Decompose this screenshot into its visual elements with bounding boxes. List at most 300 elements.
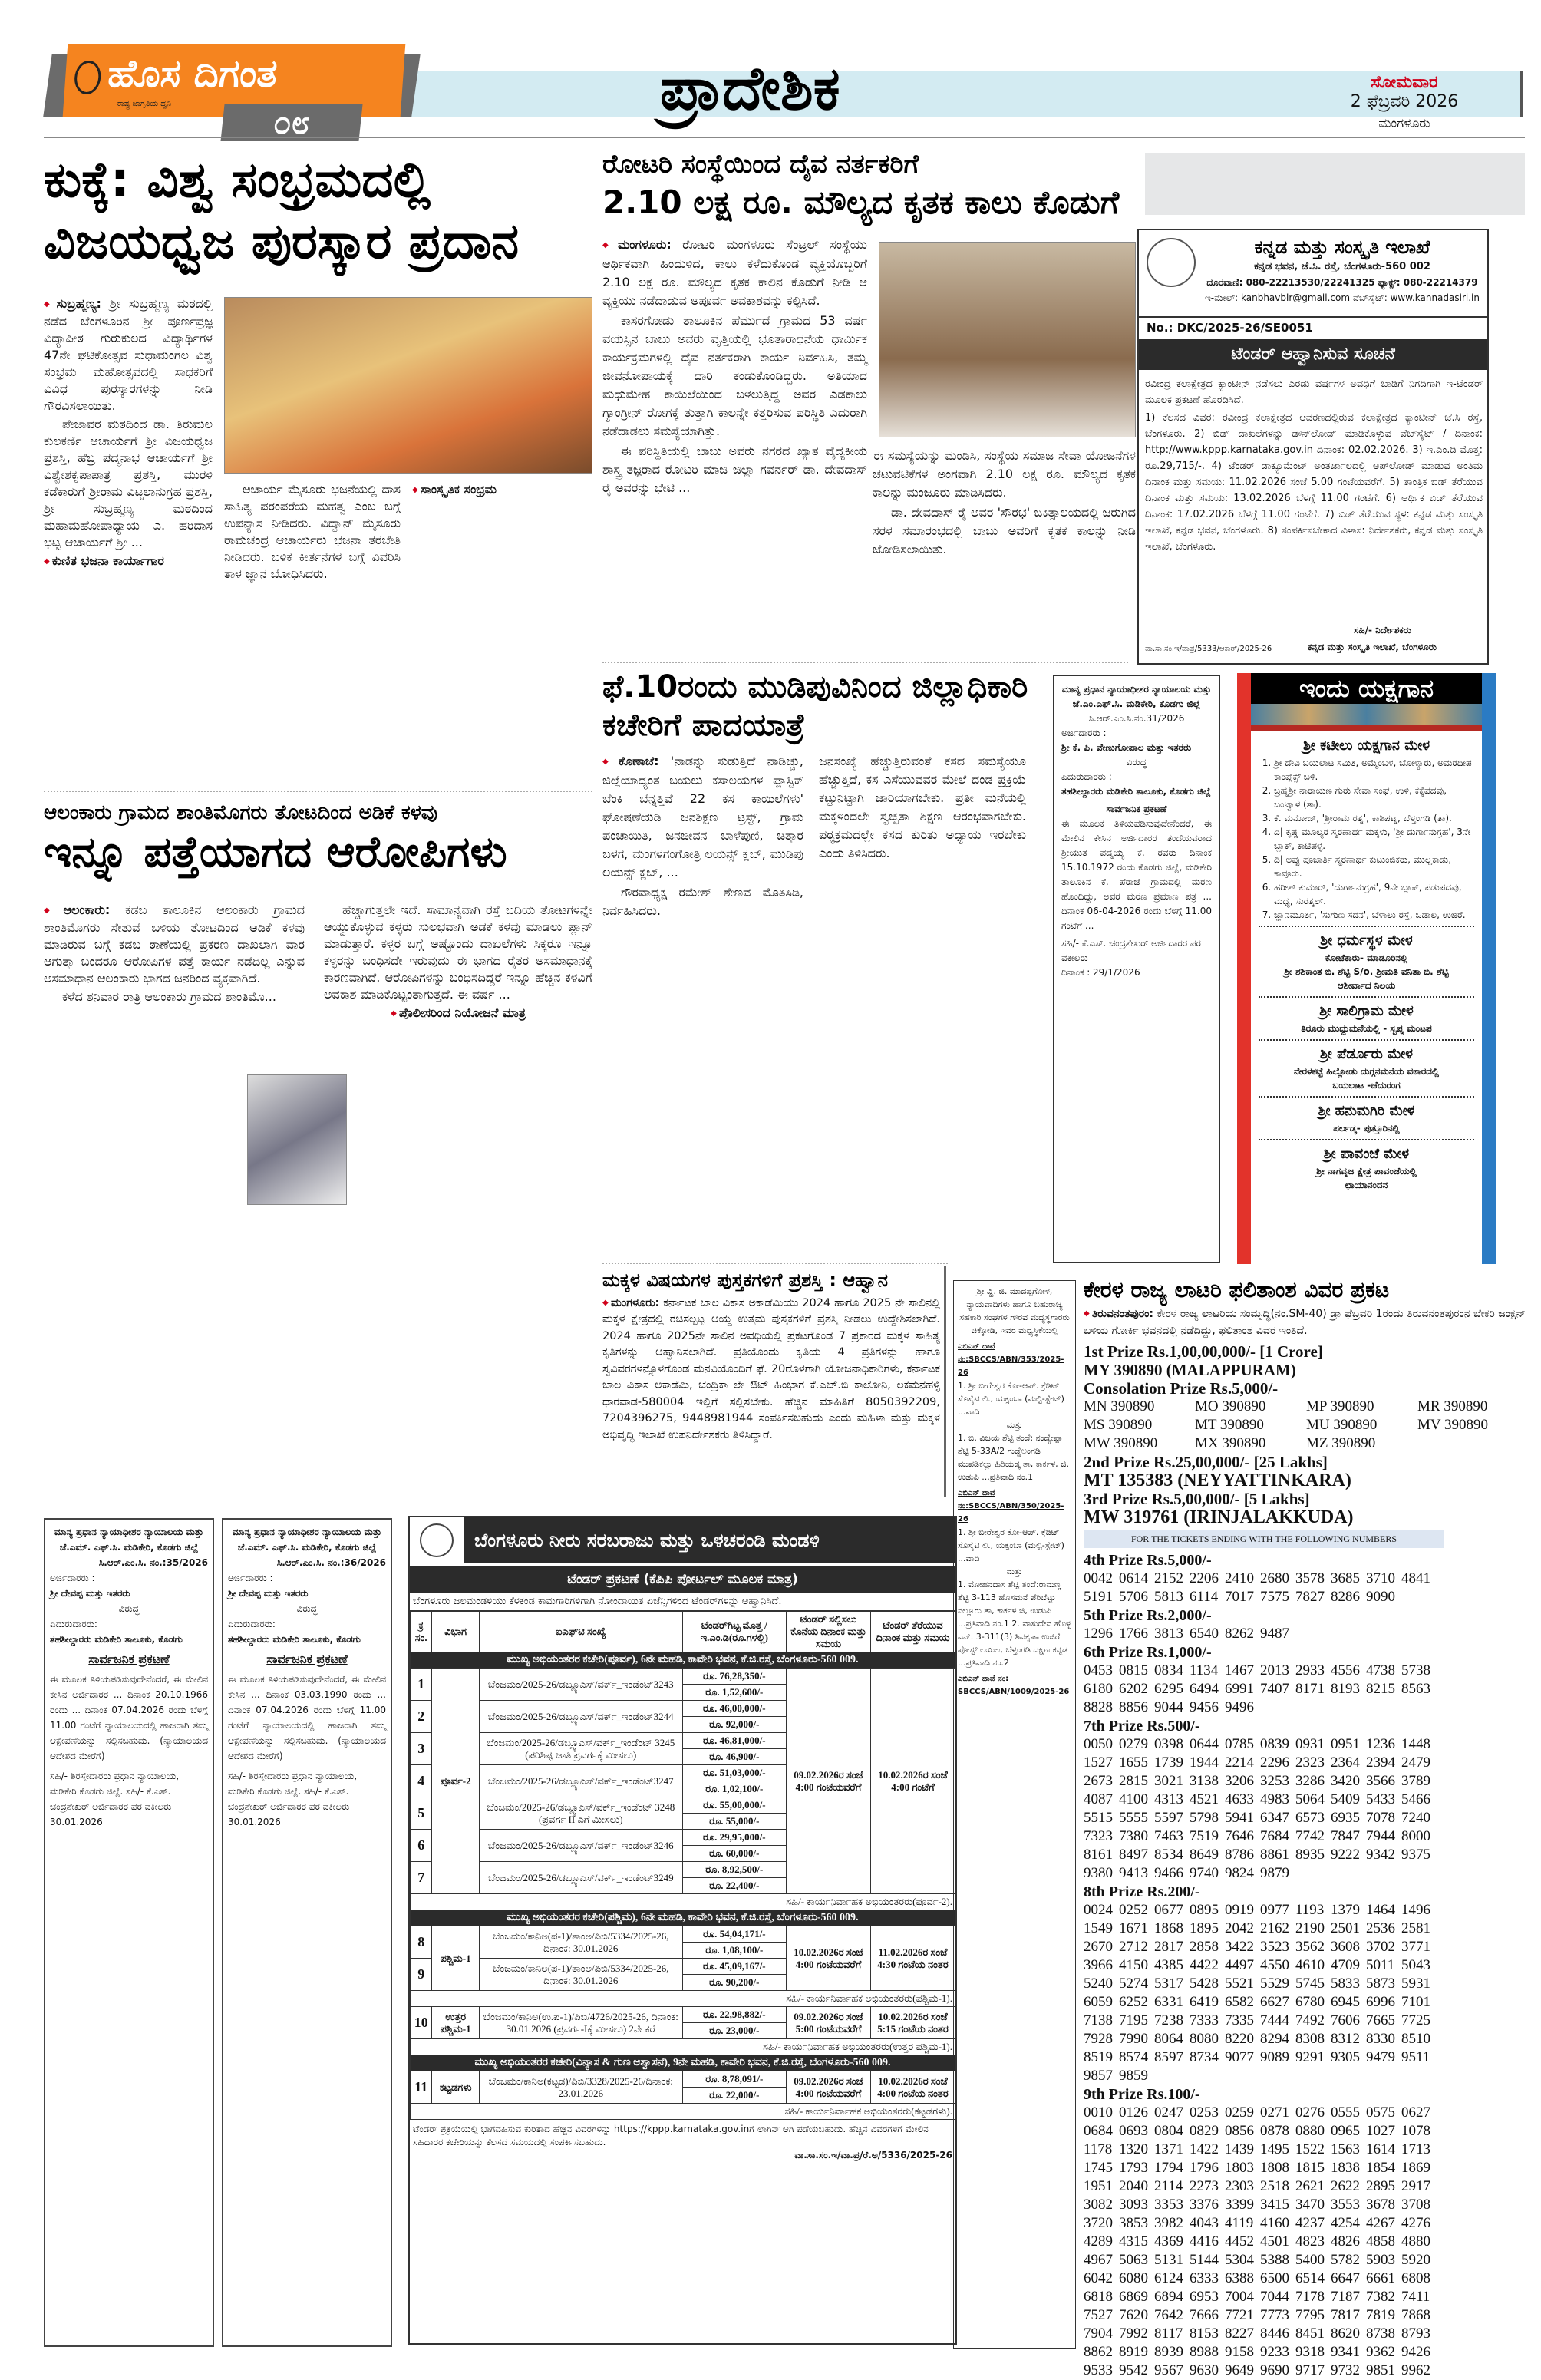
consolation-number: MT 390890 [1195,1417,1264,1434]
table-row [411,1669,955,1685]
row-number: 6 [411,1830,432,1862]
ticket-number: 0453 [1084,1662,1113,1679]
ift-number: ಬೆಂಜಮಂ/2025-26/ಡಬ್ಲ್ಯೂಎಸ್/ವರ್ಕ್_ಇಂಡೆಂಟ್3247 [479,1765,682,1797]
ticket-number: 2214 [1225,1754,1254,1771]
headline: ಇನ್ನೂ ಪತ್ತೆಯಾಗದ ಆರೋಪಿಗಳು [44,827,507,877]
date: ದಿನಾಂಕ : 29/1/2026 [1061,967,1140,978]
ticket-number: 1838 [1331,2160,1360,2177]
table-header-row [411,1612,955,1652]
ticket-number: 5706 [1119,1589,1148,1606]
dateblock [1328,73,1481,131]
article-col-3 [412,481,592,773]
dept-header [1196,235,1488,305]
ticket-number: 1868 [1154,1920,1183,1937]
paragraph: ರವೀಂದ್ರ ಕಲಾಕ್ಷೇತ್ರದ ಕ್ಯಾಂಟೀನ್ ನಡೆಸಲು ಎರಡು ವರ್ಷಗಳ ಅವಧಿಗೆ ಬಾಡಿಗೆ ನಿಗದಿಗಾಗಿ ಇ-ಟೆಂಡರ್ ಮೂಲಕ ಪ್ರಕಟಣೆ ಹೊರಡಿಸಿದೆ. [1145,378,1483,406]
ticket-number: 7380 [1119,1828,1148,1845]
paragraph: ಕಳೆದ ಶನಿವಾರ ರಾತ್ರಿ ಆಲಂಕಾರು ಗ್ರಾಮದ ಶಾಂತಿಮೊ... [62,989,276,1004]
ticket-number: 0919 [1225,1902,1254,1919]
consolation-number: MV 390890 [1417,1417,1489,1434]
signature: ಸಹಿ/- ಕಾರ್ಯನಿರ್ವಾಹಕ ಅಭಿಯಂತರರು(ಪೂರ್ವ-2). [411,1894,955,1910]
ticket-number: 3082 [1084,2197,1113,2213]
ticket-number: 4100 [1119,1791,1148,1808]
ticket-number: 6059 [1084,1994,1113,2011]
dateline: ◆ ಮಂಗಳೂರು: [602,237,672,252]
ticket-number: 1713 [1401,2141,1430,2158]
ticket-number: 9466 [1154,1865,1183,1882]
ticket-number: 1448 [1401,1736,1430,1753]
ticket-number: 6780 [1295,1994,1325,2011]
row-number: 11 [411,2071,432,2104]
dotted-divider [1259,926,1474,927]
ticket-number: 8497 [1119,1847,1148,1863]
troupe-name: ಶ್ರೀ ಸಾಲಿಗ್ರಾಮ ಮೇಳ [1319,1003,1414,1019]
consolation-number: MP 390890 [1306,1398,1374,1415]
ticket-number: 3206 [1225,1773,1254,1790]
ticket-number: 9567 [1154,2362,1183,2379]
last-date: 09.02.2026ರ ಸಂಜೆ 5:00 ಗಂಟೆಯವರೆಗೆ [787,2007,871,2039]
ticket-number: 2581 [1401,1920,1430,1937]
ticket-number: 0253 [1190,2104,1219,2121]
venue-line: ಛಾಯಾನಂದನ [1345,1180,1388,1190]
ift-number: ಬೆಂಜಮಂ/ಕಾನಿಅ(ಪ-1)/ತಾಂಅ/ಪಿಬಿ/5334/2025-26, ದಿನಾಂಕ: 30.01.2026 [479,1959,682,1991]
ticket-number: 5813 [1154,1589,1183,1606]
ticket-number: 7044 [1260,2289,1289,2306]
ticket-number: 4501 [1260,2233,1289,2250]
respondent: ತಹಶೀಲ್ದಾರರು ಮಡಿಕೇರಿ ತಾಲೂಕು, ಕೊಡಗು ಜಿಲ್ಲೆ [1061,786,1211,797]
signature: ಸಹಿ/- ಕಾರ್ಯನಿರ್ವಾಹಕ ಅಭಿಯಂತರರು(ಕಟ್ಟಡಗಳು). [411,2104,955,2120]
ticket-number: 0834 [1154,1662,1183,1679]
ticket-number: 4369 [1154,2233,1183,2250]
emd-amount: ರೂ. 23,000/- [682,2023,786,2039]
venue-item: 3. ಕೆ. ಮನೋಜ್, 'ಶ್ರೀರಾಮ ರತ್ನ', ಕಾಶಿಪಟ್ನ, ಬೆಳ್ತಂಗಡಿ (ತಾ). [1274,811,1474,825]
ticket-number: 0684 [1084,2123,1113,2140]
ticket-number: 3566 [1366,1773,1395,1790]
case-number: ಸಿ.ಆರ್.ಎಂ.ಸಿ.ನಂ.31/2026 [1088,713,1185,724]
ticket-number: 7335 [1225,2012,1254,2029]
ticket-number: 9542 [1119,2362,1148,2379]
ticket-number: 1464 [1366,1902,1395,1919]
ticket-number: 5529 [1260,1976,1289,1992]
ticket-number: 7742 [1295,1828,1325,1845]
tender-amount: ರೂ. 8,92,500/- [682,1862,786,1878]
plaintiff: 1. ಶ್ರೀ ಬೀರೇಶ್ವರ ಕೋ-ಆಪ್. ಕ್ರೆಡಿಟ್ ಸೊಸೈಟಿ ಲಿ., ಯಕ್ಸಂಬಾ (ಮಲ್ಟಿ-ಸ್ಟೇಟ್) ...ವಾದಿ [958,1527,1064,1563]
ticket-number: 5798 [1190,1810,1219,1827]
ticket-number: 4267 [1366,2215,1395,2232]
ticket-number: 1745 [1084,2160,1113,2177]
ticket-number: 5433 [1366,1791,1395,1808]
ticket-number: 0555 [1331,2104,1360,2121]
ticket-number: 2162 [1260,1920,1289,1937]
ift-number: ಬೆಂಜಮಂ/2025-26/ಡಬ್ಲ್ಯೂಎಸ್/ವರ್ಕ್_ಇಂಡೆಂಟ್3244 [479,1701,682,1733]
ticket-number: 1739 [1154,1754,1183,1771]
ticket-number: 6295 [1154,1681,1183,1698]
emd-amount: ರೂ. 22,400/- [682,1878,786,1894]
ticket-number: 0856 [1225,2123,1254,2140]
ticket-number: 9077 [1225,2049,1254,2066]
emd-amount: ರೂ. 55,000/- [682,1814,786,1830]
article-col-1 [44,295,213,779]
arbitration-notice [953,1280,1076,2349]
ticket-number: 8153 [1190,2326,1219,2342]
ticket-number: 4087 [1084,1791,1113,1808]
ticket-number: 1522 [1295,2141,1325,2158]
ticket-number: 1655 [1119,1754,1148,1771]
ticket-number: 6347 [1260,1810,1289,1827]
ticket-number: 7606 [1331,2012,1360,2029]
ticket-number: 2114 [1154,2178,1183,2195]
case-number: ಎಬಿಎನ್ ದಾವೆ ನಂ:SBCCS/ABN/350/2025-26 [958,1489,1064,1523]
ticket-number: 3813 [1154,1626,1183,1642]
ticket-number: 4738 [1366,1662,1395,1679]
date: 30.01.2026 [50,1817,103,1827]
ticket-number: 7773 [1260,2307,1289,2324]
paragraph: ಹೆಚ್ಚಾಗುತ್ತಲೇ ಇದೆ. ಸಾಮಾನ್ಯವಾಗಿ ರಸ್ತೆ ಬದಿಯ ತೋಟಗಳನ್ನೇ ಆಯ್ದುಕೊಳ್ಳುವ ಕಳ್ಳರು ಸುಲಭವಾಗಿ ಅಡಕೆ ಕಳವು ಮಾಡಲು ಪ್ಲಾನ್ ಮಾಡುತ್ತಾರೆ. ಕಳ್ಳರ ಬಗ್ಗೆ ಅಷ್ಟೊಂದು ದಾಖಲೆಗಳು ಸಿಕ್ಕರೂ ಇನ್ನೂ ಕಳ್ಳರನ್ನು ಬಂಧಿಸದೇ ಇರುವುದು ಈ ಭಾಗದ ರೈತರ ಅಸಮಾಧಾನಕ್ಕೆ ಕಾರಣವಾಗಿದೆ. ಆರೋಪಿಗಳನ್ನು ಬಂಧಿಸದಿದ್ದರೆ ಇನ್ನೂ ಹೆಚ್ಚಿನ ಕಳವಿಗೆ ಅವಕಾಶ ಮಾಡಿಕೊಟ್ಟಂತಾಗುತ್ತದೆ. ಈ ವರ್ಷ ... [324,903,592,1002]
troupe-name: ಶ್ರೀ ಕಟೀಲು ಯಕ್ಷಗಾನ ಮೇಳ [1303,738,1430,754]
ticket-number: 8215 [1366,1681,1395,1698]
first-prize-winner: MY 390890 (MALAPPURAM) [1084,1361,1296,1380]
article-alankaru-theft [44,802,592,1497]
article-rotary [602,150,1136,656]
ticket-number: 8988 [1190,2344,1219,2361]
ticket-number: 1815 [1295,2160,1325,2177]
divider [44,791,592,792]
ticket-number: 0878 [1260,2123,1289,2140]
ticket-number: 1766 [1119,1626,1148,1642]
ticket-number: 4313 [1154,1791,1183,1808]
paragraph: ಡಾ. ದೇವದಾಸ್ ರೈ ಅವರ 'ಸೌರಭ' ಚಿಕಿತ್ಸಾಲಯದಲ್ಲಿ ಜರುಗಿದ ಸರಳ ಸಮಾರಂಭದಲ್ಲಿ ಬಾಬು ಅವರಿಗೆ ಕೃತಕ ಕಾಲನ್ನು ನೀಡಿ ಜೋಡಿಸಲಾಯಿತು. [873,505,1136,556]
paragraph: 1) ಕೆಲಸದ ವಿವರ: ರವೀಂದ್ರ ಕಲಾಕ್ಷೇತ್ರದ ಆವರಣದಲ್ಲಿರುವ ಕಲಾಕ್ಷೇತ್ರದ ಕ್ಯಾಂಟೀನ್ ಜೆ.ಸಿ ರಸ್ತೆ, ಬೆಂಗಳೂರು. 2) ಬಿಡ್ ದಾಖಲೆಗಳನ್ನು ಡೌನ್‌ಲೋಡ್ ಮಾಡಿಕೊಳ್ಳುವ ವೆಬ್‌ಸೈಟ್ / ದಿನಾಂಕ: http://www.kppp.karnataka.gov.in ದಿನಾಂಕ: 02.02.2026. 3) ಇ.ಎಂ.ಡಿ ಮೊತ್ತ: ರೂ.29,715/-. 4) ಟೆಂಡರ್ ಡಾಕ್ಯೂಮೆಂಟ್ ಅಂತರ್ಜಾಲದಲ್ಲಿ ಅಪ್‌ಲೋಡ್ ಮಾಡುವ ಅಂತಿಮ ದಿನಾಂಕ ಮತ್ತು ಸಮಯ: 11.02.2026 ಸಂಜೆ 5.00 ಗಂಟೆಯವರೆಗೆ. 5) ತಾಂತ್ರಿಕ ಬಿಡ್ ತೆರೆಯುವ ದಿನಾಂಕ ಮತ್ತು ಸಮಯ: 13.02.2026 ಬೆಳಗ್ಗೆ 11.00 ಗಂಟೆಗೆ. 6) ಆರ್ಥಿಕ ಬಿಡ್ ತೆರೆಯುವ ದಿನಾಂಕ: 17.02.2026 ಬೆಳಗ್ಗೆ 11.00 ಗಂಟೆಗೆ. 7) ಬಿಡ್ ತೆರೆಯುವ ಸ್ಥಳ: ಕನ್ನಡ ಮತ್ತು ಸಂಸ್ಕೃತಿ ಇಲಾಖೆ, ಕನ್ನಡ ಭವನ, ಬೆಂಗಳೂರು. 8) ಸಂಪರ್ಕಿಸಬೇಕಾದ ವಿಳಾಸ: ನಿರ್ದೇಶಕರು, ಕನ್ನಡ ಮತ್ತು ಸಂಸ್ಕೃತಿ ಇಲಾಖೆ, ಬೆಂಗಳೂರು. [1145,412,1483,553]
venue-line: ಕೋಟೆಕಾರು- ಮಾಡೂರಿನಲ್ಲಿ [1325,952,1408,963]
ticket-number: 7665 [1366,2012,1395,2029]
dateline: ◆ ಮಂಗಳೂರು: [602,1297,659,1309]
open-date: 11.02.2026ರ ಸಂಜೆ 4:30 ಗಂಟೆಯ ನಂತರ [871,1926,955,1991]
second-prize-label: 2nd Prize Rs.25,00,000/- [25 Lakhs] [1084,1453,1328,1472]
ticket-number: 3982 [1154,2215,1183,2232]
ticket-number: 2152 [1154,1570,1183,1587]
ticket-number: 0880 [1295,2123,1325,2140]
venue-item: 1. ಶ್ರೀ ದೇವಿ ಬಯಲಾಟ ಸಮಿತಿ, ಅಮ್ಮೆಂಬಳ, ಬೋಳ್ಯಾರು, ಅಮರದೀಪ ಕಾಂಪ್ಲೆಕ್ಸ್ ಬಳಿ. [1274,756,1474,784]
ticket-number: 3420 [1331,1773,1360,1790]
ticket-number: 8828 [1084,1699,1113,1716]
ticket-number: 2895 [1366,2178,1395,2195]
ticket-number: 1808 [1260,2160,1289,2177]
ticket-number: 0785 [1225,1736,1254,1753]
prize-tier-label: 5th Prize Rs.2,000/- [1084,1607,1212,1625]
board-title: ಬೆಂಗಳೂರು ನೀರು ಸರಬರಾಜು ಮತ್ತು ಒಳಚರಂಡಿ ಮಂಡಳಿ [474,1530,820,1551]
ticket-number: 7382 [1366,2289,1395,2306]
ticket-number: 9511 [1401,2049,1430,2066]
petitioner: ಶ್ರೀ ದೇವಪ್ಪ ಮತ್ತು ಇತರರು [228,1588,309,1599]
ticket-number: 0126 [1119,2104,1148,2121]
tender-table [410,1611,955,2120]
lead-text: 'ನಾಡನ್ನು ಸುಡುತ್ತಿದೆ ನಾಡಿಚ್ಚು, ಜಿಲ್ಲೆಯಾದ್ಯಂತ ಬಯಲು ಕಸಾಲಯಗಳ ಪ್ಲಾಸ್ಟಿಕ್ ಬೆಂಕಿ ಬೆನ್ನತ್ತಿವೆ 22 ಕಸ ಕಾಯಿಲೆಗಳು' ಘೋಷಣೆಯಡಿ ಜನಶಿಕ್ಷಣ ಟ್ರಸ್ಟ್, ಗ್ರಾಮ ಪಂಚಾಯಿತಿ, ಜನಜೀವನ ಬಾಳೆಪುಣಿ, ಚಿತ್ತಾರ ಬಳಗ, ಮಂಗಳಗಂಗೋತ್ರಿ ಲಯನ್ಸ್ ಕ್ಲಬ್, ಮುಡಿಪು ಲಯನ್ಸ್ ಕ್ಲಬ್, ... [602,754,803,880]
ticket-number: 6953 [1190,2289,1219,2306]
paragraph: ಈ ಸಮಸ್ಯೆಯನ್ನು ಮಂಡಿಸಿ, ಸಂಸ್ಥೆಯ ಸಮಾಜ ಸೇವಾ ಯೋಜನೆಗಳ ಚಟುವಟಿಕೆಗಳ ಅಂಗವಾಗಿ 2.10 ಲಕ್ಷ ರೂ. ಮೌಲ್ಯದ ಕೃತಕ ಕಾಲನ್ನು ಮಂಜೂರು ಮಾಡಿಸಿದರು. [873,448,1136,500]
ticket-number: 2621 [1295,2178,1325,2195]
ticket-number: 6540 [1190,1626,1219,1642]
paragraph: ಈ ಪರಿಸ್ಥಿತಿಯಲ್ಲಿ ಬಾಬು ಅವರು ನಗರದ ಖ್ಯಾತ ವೈದ್ಯಕೀಯ ಶಾಸ್ತ್ರ ತಜ್ಞರಾದ ರೋಟರಿ ಮಾಜಿ ಜಿಲ್ಲಾ ಗವರ್ನರ್ ಡಾ. ದೇವದಾಸ್ ರೈ ಅವರನ್ನು ಭೇಟಿ ... [602,444,867,495]
ticket-number: 8193 [1331,1681,1360,1698]
court-name: ಮಾನ್ಯ ಪ್ರಧಾನ ನ್ಯಾಯಾಧೀಶರ ನ್ಯಾಯಾಲಯ ಮತ್ತು ಜೆ.ಎಮ್. ಎಫ್.ಸಿ. ಮಡಿಕೇರಿ, ಕೊಡಗು ಜಿಲ್ಲೆ [232,1527,382,1553]
ticket-number: 1371 [1154,2141,1183,2158]
address: ಕನ್ನಡ ಭವನ, ಜೆ.ಸಿ. ರಸ್ತೆ, ಬೆಂಗಳೂರು-560 002 [1254,261,1430,272]
row-number: 7 [411,1862,432,1894]
headline: ಕುಕ್ಕೆ: ವಿಶ್ವ ಸಂಭ್ರಮದಲ್ಲಿ ವಿಜಯಧ್ವಜ ಪುರಸ್ಕಾರ ಪ್ರದಾನ [44,152,520,270]
ticket-number: 4119 [1225,2215,1254,2232]
ticket-number: 2815 [1119,1773,1148,1790]
ticket-number: 8519 [1084,2049,1113,2066]
ticket-number: 8620 [1331,2326,1360,2342]
ticket-number: 3523 [1260,1939,1289,1956]
ticket-number: 7492 [1295,2012,1325,2029]
venue-line: ಪರ್ಲಡ್ಕ- ಪುತ್ತೂರಿನಲ್ಲಿ [1333,1123,1400,1134]
article-kukke [44,150,592,787]
article-children-books [602,1270,940,1497]
troupe-name: ಶ್ರೀ ಪಾವಂಜೆ ಮೇಳ [1323,1146,1410,1162]
karnataka-seal-icon [1147,238,1196,287]
ticket-number: 9362 [1366,2344,1395,2361]
consolation-number: MX 390890 [1195,1435,1266,1452]
tender-subtitle: ಟೆಂಡರ್ ಪ್ರಕಟಣೆ (ಕೆಪಿಪಿ ಪೋರ್ಟಲ್ ಮೂಲಕ ಮಾತ್ರ) [410,1566,955,1593]
ticket-number: 1078 [1401,2123,1430,2140]
signature: ಸಹಿ/- ಕಾರ್ಯನಿರ್ವಾಹಕ ಅಭಿಯಂತರರು(ಪಶ್ಚಿಮ-1). [411,1991,955,2007]
ticket-number: 4983 [1260,1791,1289,1808]
ticket-number: 4043 [1190,2215,1219,2232]
ticket-number: 9879 [1260,1865,1289,1882]
tagline: ರಾಷ್ಟ್ರ ಜಾಗೃತಿಯ ಧ್ವನಿ [117,100,172,108]
case-number: ಎಬಿಎನ್ ದಾವೆ ನಂ: SBCCS/ABN/1009/2025-26 [958,1675,1070,1696]
column-header: ವಿಭಾಗ [432,1612,480,1652]
ticket-number: 5011 [1366,1957,1395,1974]
venue-list [1259,756,1474,922]
signature-row [411,2104,955,2120]
ticket-number: 5920 [1401,2252,1430,2269]
venue-line: ಆಶೀರ್ವಾದ ನಿಲಯ [1337,980,1396,991]
prize-numbers [1084,1625,1529,1643]
ticket-number: 3578 [1295,1570,1325,1587]
tender-footer [410,2120,955,2165]
ticket-number: 2190 [1295,1920,1325,1937]
case-number: ಎಬಿಎನ್ ದಾವೆ ನಂ:SBCCS/ABN/353/2025-26 [958,1342,1064,1377]
ticket-number: 1379 [1331,1902,1360,1919]
ticket-number: 5428 [1190,1976,1219,1992]
ticket-number: 8574 [1119,2049,1148,2066]
notice-body: ಈ ಮೂಲಕ ತಿಳಿಯಪಡಿಸುವುದೇನೆಂದರೆ, ಈ ಮೇಲಿನ ಕೇಸಿನ ಅರ್ಜಿದಾರರ ... ದಿನಾಂಕ 20.10.1966 ರಂದು ... ದಿನಾಂಕ 07.04.2026 ರಂದು ಬೆಳಿಗ್ಗೆ 11.00 ಗಂಟೆಗೆ ನ್ಯಾಯಾಲಯದಲ್ಲಿ ಹಾಜರಾಗಿ ತಮ್ಮ ಆಕ್ಷೇಪಣೆಯನ್ನು ಸಲ್ಲಿಸಬಹುದು. (ನ್ಯಾಯಾಲಯದ ಆದೇಶದ ಮೇರೆಗೆ) [50,1674,208,1761]
ticket-number: 8510 [1401,2031,1430,2048]
ticket-number: 9962 [1401,2362,1430,2379]
tender-amount: ರೂ. 45,09,167/- [682,1959,786,1975]
ticket-number: 7101 [1401,1994,1430,2011]
article-col-2 [324,902,592,1493]
notice-header: ಶ್ರೀ ವ್ಹಿ. ಜಿ. ಮಾದಪ್ಪಗೋಳ, ನ್ಯಾಯವಾದಿಗಳು ಹಾಗೂ ಬಹುರಾಜ್ಯ ಸಹಕಾರಿ ಸಂಘಗಳ ಗೌರವ ಮಧ್ಯಸ್ಥಗಾರರು ಚಿಕ್ಕೋಡಿ, ಇವರ ಮಧ್ಯಸ್ಥಿಕೆಯಲ್ಲಿ [959,1286,1070,1335]
ticket-number: 9291 [1295,2049,1325,2066]
ticket-number: 0895 [1190,1902,1219,1919]
notice-body [1145,376,1483,622]
phone: ದೂರವಾಣಿ: 080-22213530/22241325 ಫ್ಯಾಕ್ಸ್: 080-22214379 [1206,277,1478,288]
division: ಉತ್ತರ ಪಶ್ಚಿಮ-1 [432,2007,480,2039]
ticket-number: 0024 [1084,1902,1113,1919]
case-number: ಸಿ.ಆರ್.ಎಂ.ಸಿ. ನಂ.:36/2026 [276,1557,386,1568]
ticket-number: 4237 [1295,2215,1325,2232]
consolation-number: MR 390890 [1417,1398,1488,1415]
ticket-number: 2680 [1260,1570,1289,1587]
ticket-number: 6419 [1190,1994,1219,2011]
troupe-name: ಶ್ರೀ ಧರ್ಮಸ್ಥಳ ಮೇಳ [1320,933,1413,949]
venue-line: ಶ್ರೀ ನಾಗವೃಜ ಕ್ಷೇತ್ರ ಪಾವಂಜೆಯಲ್ಲಿ [1316,1166,1417,1177]
ticket-number: 8227 [1225,2326,1254,2342]
ticket-number: 1895 [1190,1920,1219,1937]
ticket-number: 3966 [1084,1957,1113,1974]
label: ಅರ್ಜಿದಾರರು : [50,1573,95,1583]
ticket-number: 7017 [1225,1589,1254,1606]
section-title: ಪ್ರಾದೇಶಿಕ [660,54,840,124]
ticket-number: 4880 [1401,2233,1430,2250]
ticket-number: 1794 [1154,2160,1183,2177]
tender-amount: ರೂ. 55,00,000/- [682,1797,786,1814]
ticket-number: 2858 [1190,1939,1219,1956]
ticket-number: 5597 [1154,1810,1183,1827]
consolation-number: MW 390890 [1084,1435,1158,1452]
ticket-number: 9044 [1154,1699,1183,1716]
first-prize-label: 1st Prize Rs.1,00,00,000/- [1 Crore] [1084,1342,1323,1362]
ticket-number: 1563 [1331,2141,1360,2158]
article-col-2 [224,481,401,773]
ticket-number: 9090 [1366,1589,1395,1606]
ticket-number: 2303 [1225,2178,1254,2195]
ticket-number: 1422 [1190,2141,1219,2158]
column-header: ಟೆಂಡರ್ ತೆರೆಯುವ ದಿನಾಂಕ ಮತ್ತು ಸಮಯ [871,1612,955,1652]
venue-item: 7. ಜ್ಞಾನಮೂರ್ತಿ, 'ಸುಗುಣ ಸದನ', ಬೆಳಾಲು ರಸ್ತೆ, ಒಡಾಲ, ಉಜಿರೆ. [1274,908,1474,922]
column-header: ಕ್ರ ಸಂ. [411,1612,432,1652]
emd-amount: ರೂ. 60,000/- [682,1846,786,1862]
ticket-number: 8939 [1154,2344,1183,2361]
ticket-number: 6935 [1331,1810,1360,1827]
and-label: ಮತ್ತು [1006,1420,1023,1430]
ticket-number: 5063 [1119,2252,1148,2269]
ticket-number: 8117 [1154,2326,1183,2342]
ticket-number: 8862 [1084,2344,1113,2361]
ticket-number: 3138 [1190,1773,1219,1790]
ticket-number: 3771 [1401,1939,1430,1956]
row-number: 10 [411,2007,432,2039]
ticket-number: 7004 [1225,2289,1254,2306]
ift-number: ಬೆಂಜಮಂ/2025-26/ಡಬ್ಲ್ಯೂಎಸ್/ವರ್ಕ್_ಇಂಡೆಂಟ್3243 [479,1669,682,1701]
date: 2 ಫೆಬ್ರವರಿ 2026 [1350,92,1459,111]
ticket-number: 2394 [1366,1754,1395,1771]
ticket-number: 0931 [1295,1736,1325,1753]
ticket-number: 6252 [1119,1994,1148,2011]
ticket-number: 5941 [1225,1810,1254,1827]
ticket-number: 1854 [1366,2160,1395,2177]
ticket-number: 2273 [1190,2178,1219,2195]
ticket-number: 4150 [1119,1957,1148,1974]
decorative-banner [1251,704,1482,731]
ticket-number: 6331 [1154,1994,1183,2011]
headline-line1: ರೋಟರಿ ಸಂಸ್ಥೆಯಿಂದ ದೈವ ನರ್ತಕರಿಗೆ [602,149,919,180]
prize-numbers [1084,1662,1529,1717]
row-number: 2 [411,1701,432,1733]
ticket-number: 1951 [1084,2178,1113,2195]
headline: ಫೆ.10ರಂದು ಮುಡಿಪುವಿನಿಂದ ಜಿಲ್ಲಾಧಿಕಾರಿ ಕಚೇರಿಗೆ ಪಾದಯಾತ್ರೆ [602,669,1028,743]
ticket-number: 3678 [1366,2197,1395,2213]
yakshagana-box [1237,673,1496,1264]
article-body [602,1295,940,1487]
consolation-number: MS 390890 [1084,1417,1153,1434]
ticket-number: 4633 [1225,1791,1254,1808]
ticket-number: 2013 [1260,1662,1289,1679]
ticket-number: 1496 [1401,1902,1430,1919]
ticket-number: 1793 [1119,2160,1148,2177]
ticket-number: 7411 [1401,2289,1430,2306]
ticket-number: 8786 [1225,1847,1254,1863]
ticket-number: 7684 [1260,1828,1289,1845]
ticket-number: 9375 [1401,1847,1430,1863]
signature: ಸಹಿ/- ಶಿರಸ್ತೇದಾರರು ಪ್ರಧಾನ ನ್ಯಾಯಾಲಯ, ಮಡಿಕೇರಿ ಕೊಡಗು ಜಿಲ್ಲೆ. ಸಹಿ/- ಕೆ.ಎಸ್. ಚಂದ್ರಶೇಖರ್ ಅರ್ಜಿದಾರರ ಪರ ವಕೀಲರು [50,1771,180,1812]
divider [602,662,1128,663]
ticket-number: 5738 [1401,1662,1430,1679]
defendant: 1. ಮೋಹನದಾಸ ಶೆಟ್ಟಿ ತಂದೆ:ರಾಮಣ್ಣ ಶೆಟ್ಟಿ 3-113 ಹೊಸಮನೆ ಪೆರಿಬೆಟ್ಟು ನಲ್ಲೂರು ತಾ, ಕಾರ್ಕಳ ಜಿ, ಉಡುಪಿ ...ಪ್ರತಿವಾದಿ ನಂ.1 2. ವಾಸುದೇವ ಹೊಳ್ಳ ಎನ್. 3-311(3) ಶಿವಕೃಪಾ ಉಜಿರೆ ಪೋಸ್ಟ್ ಲಯಿಲ, ಬೆಳ್ತಂಗಡಿ ದಕ್ಷಿಣ ಕನ್ನಡ ...ಪ್ರತಿವಾದಿ ನಂ.2 [958,1580,1071,1668]
ticket-number: 4416 [1190,2233,1219,2250]
ift-number: ಬೆಂಜಮಂ/ಕಾನಿಅ(ಪ-1)/ತಾಂಅ/ಪಿಬಿ/5334/2025-26, ದಿನಾಂಕ: 30.01.2026 [479,1926,682,1959]
ticket-number: 4422 [1190,1957,1219,1974]
emd-amount: ರೂ. 1,52,600/- [682,1685,786,1701]
defendant: 1. ಬಿ. ವಿಜಯ ಶೆಟ್ಟಿ ತಂದೆ: ನಂದ್ಯೇಪ್ಪಾ ಶೆಟ್ಟಿ 5-33A/2 ಗುಡ್ಡೆಅಂಗಡಿ ಮುಪಡಿಕಲ್ಲು ಹಿರಿಯಡ್ಕ ತಾ, ಕಾರ್ಕಳ, ಜಿ. ಉಡುಪಿ ...ಪ್ರತಿವಾದಿ ನಂ.1 [958,1433,1070,1482]
dotted-divider [1259,1039,1474,1041]
ticket-number: 7721 [1225,2307,1254,2324]
petitioner: ಶ್ರೀ ಕೆ. ಪಿ. ವೇಣುಗೋಪಾಲ ಮತ್ತು ಇತರರು [1061,742,1192,753]
respondent: ತಹಶೀಲ್ದಾರರು ಮಡಿಕೇರಿ ತಾಲೂಕು, ಕೊಡಗು [50,1634,183,1645]
ticket-number: 9533 [1084,2362,1113,2379]
ticket-number: 0815 [1119,1662,1148,1679]
ticket-number: 4709 [1331,1957,1360,1974]
ending-banner: FOR THE TICKETS ENDING WITH THE FOLLOWING NUMBERS [1084,1530,1444,1548]
ticket-number: 9479 [1366,2049,1395,2066]
ticket-number: 3422 [1225,1939,1254,1956]
signature: ಸಹಿ/- ನಿರ್ದೇಶಕರು [1354,625,1411,635]
ift-number: ಬೆಂಜಮಂ/2025-26/ಡಬ್ಲ್ಯೂಎಸ್/ವರ್ಕ್_ಇಂಡೆಂಟ್ 3248 (ಪ್ರವರ್ಗ II ಎಗೆ ಮೀಸಲು) [479,1797,682,1830]
ticket-number: 7238 [1154,2012,1183,2029]
ticket-number: 7819 [1366,2307,1395,2324]
paragraph: ಜನಸಂಖ್ಯೆ ಹೆಚ್ಚುತ್ತಿರುವಂತೆ ಕಸದ ಸಮಸ್ಯೆಯೂ ಹೆಚ್ಚುತ್ತಿದೆ, ಕಸ ಎಸೆಯುವವರ ಮೇಲೆ ದಂಡ ಪ್ರಕ್ರಿಯೆ ಕಟ್ಟುನಿಟ್ಟಾಗಿ ಜಾರಿಯಾಗಬೇಕು. ಪ್ರತೀ ಮನೆಯಲ್ಲಿ ಮಕ್ಕಳಿಂದಲೇ ಸ್ವಚ್ಛತಾ ಶಿಕ್ಷಣ ಆರಂಭವಾಗಬೇಕು. ಪಠ್ಯಕ್ರಮದಲ್ಲೇ ಕಸದ ಕುರಿತು ಅಧ್ಯಾಯ ಇರಬೇಕು ಎಂದು ತಿಳಿಸಿದರು. [819,754,1026,860]
kicker: ಆಲಂಕಾರು ಗ್ರಾಮದ ಶಾಂತಿಮೊಗರು ತೋಟದಿಂದ ಅಡಿಕೆ ಕಳವು [44,801,437,824]
ticket-number: 0279 [1119,1736,1148,1753]
ticket-number: 9305 [1331,2049,1360,2066]
ticket-number: 5131 [1154,2252,1183,2269]
ticket-number: 1527 [1084,1754,1113,1771]
ticket-number: 2670 [1084,1939,1113,1956]
ticket-number: 3720 [1084,2215,1113,2232]
footer-text: ಟೆಂಡರ್ ಪ್ರಕ್ರಿಯೆಯಲ್ಲಿ ಭಾಗವಹಿಸುವ ಕುರಿತಾದ ಹೆಚ್ಚಿನ ವಿವರಗಳನ್ನು https://kppp.karnataka.gov.inಗೆ ಲಾಗಿನ್ ಆಗಿ ಪಡೆಯಬಹುದು. ಹೆಚ್ಚಿನ ವಿವರಗಳಿಗೆ ಮೇಲಿನ ಸಹಿದಾರರ ಕಚೇರಿಯನ್ನು ಕೆಲಸದ ಸಮಯದಲ್ಲಿ ಸಂಪರ್ಕಿಸಬಹುದು. [413,2124,929,2147]
ticket-number: 1439 [1225,2141,1254,2158]
ticket-number: 4556 [1331,1662,1360,1679]
article-col-2 [873,447,1136,654]
photo-award-ceremony [224,297,592,474]
ticket-number: 5304 [1225,2252,1254,2269]
ticket-number: 8919 [1119,2344,1148,2361]
ticket-number: 6573 [1295,1810,1325,1827]
row-number: 8 [411,1926,432,1959]
label: ಅರ್ಜಿದಾರರು : [228,1573,273,1583]
ticket-number: 9341 [1331,2344,1360,2361]
ticket-number: 2622 [1331,2178,1360,2195]
signature: ಸಹಿ/- ಶಿರಸ್ತೇದಾರರು ಪ್ರಧಾನ ನ್ಯಾಯಾಲಯ, ಮಡಿಕೇರಿ ಕೊಡಗು ಜಿಲ್ಲೆ. ಸಹಿ/- ಕೆ.ಎಸ್. ಚಂದ್ರಶೇಖರ್ ಅರ್ಜಿದಾರರ ಪರ ವಕೀಲರು [228,1771,358,1812]
office-row [411,1910,955,1926]
dotted-divider [1259,1139,1474,1140]
ticket-number: 1944 [1190,1754,1219,1771]
office-name: ಮುಖ್ಯ ಅಭಿಯಂತರರ ಕಚೇರಿ(ಪೂರ್ವ), 6ನೇ ಮಹಡಿ, ಕಾವೇರಿ ಭವನ, ಕೆ.ಜಿ.ರಸ್ತೆ, ಬೆಂಗಳೂರು-560 009. [411,1652,955,1669]
ticket-number: 6945 [1331,1994,1360,2011]
column-header: ಟೆಂಡರ್‌ಗಿಟ್ಟ ಮೊತ್ತ / ಇ.ಎಂ.ಡಿ(ರೂ.ಗಳಲ್ಲಿ) [682,1612,786,1652]
